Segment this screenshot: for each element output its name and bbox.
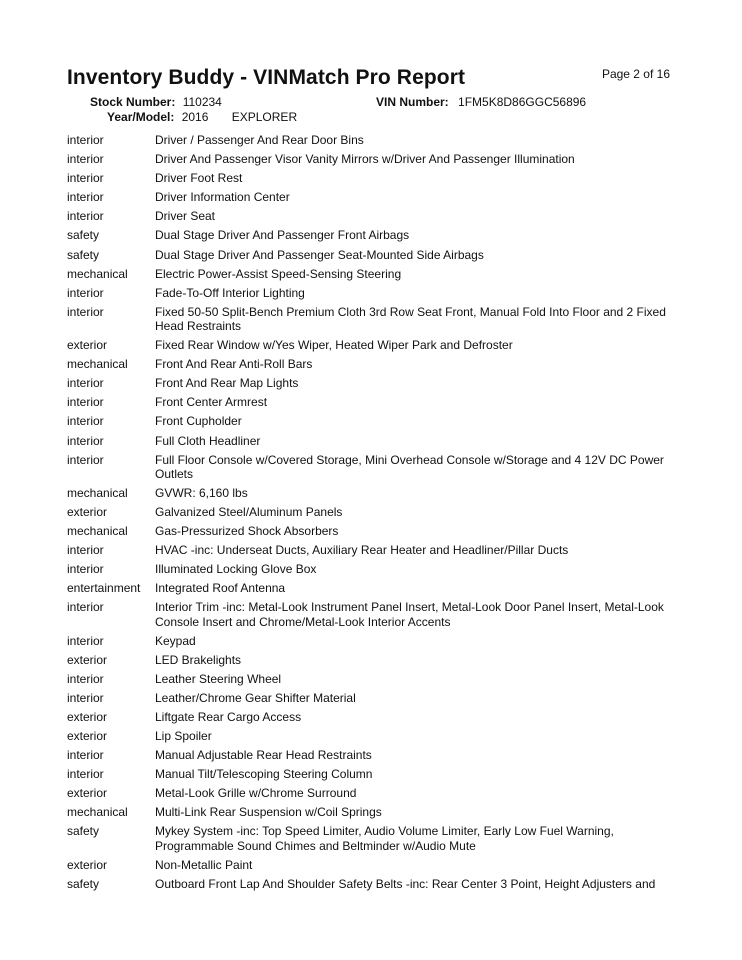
feature-category: safety [67,247,100,262]
list-item [67,395,677,414]
list-item [67,691,677,710]
list-item [67,305,677,338]
feature-description: Outboard Front Lap And Shoulder Safety Belts -inc: Rear Center 3 Point, Height Adjusters and [155,876,656,891]
feature-category: interior [67,395,104,410]
feature-category: interior [67,209,104,224]
feature-description: Driver Seat [155,209,216,224]
list-item [67,767,677,786]
feature-category: interior [67,433,104,448]
feature-description: Electric Power-Assist Speed-Sensing Steering [155,266,402,281]
feature-description: Fixed 50-50 Split-Bench Premium Cloth 3rd Row Seat Front, Manual Fold Into Floor and 2 Fixed Head Restraints [155,304,666,334]
feature-description: Non-Metallic Paint [155,857,253,872]
list-item [67,824,677,857]
feature-description: Illuminated Locking Glove Box [155,562,317,577]
feature-category: exterior [67,709,108,724]
feature-description: Leather Steering Wheel [155,671,282,686]
list-item [67,877,677,896]
list-item [67,672,677,691]
feature-category: interior [67,376,104,391]
list-item [67,524,677,543]
feature-category: exterior [67,786,108,801]
feature-category: interior [67,171,104,186]
feature-description: Front Cupholder [155,414,242,429]
feature-description: Driver / Passenger And Rear Door Bins [155,133,364,147]
feature-category: interior [67,152,104,167]
list-item [67,152,677,171]
vin-number-label: VIN Number: [376,95,449,109]
list-item [67,486,677,505]
feature-description: Mykey System -inc: Top Speed Limiter, Audio Volume Limiter, Early Low Fuel Warning, Programmable Sound Chimes and Beltminder w/Audio Mute [155,824,614,853]
feature-category: interior [67,452,104,467]
model-value: EXPLORER [231,110,298,124]
feature-description: Driver Information Center [155,190,290,205]
feature-description: LED Brakelights [155,652,242,667]
feature-category: mechanical [67,523,128,538]
list-item [67,286,677,305]
feature-category: exterior [67,338,108,353]
vin-number-value: 1FM5K8D86GGC56896 [458,95,587,109]
list-item [67,581,677,600]
list-item [67,600,677,633]
feature-description: Interior Trim -inc: Metal-Look Instrument Panel Insert, Metal-Look Door Panel Insert, Metal-Look Console Insert and Chrome/Metal-Look Interior Accents [155,600,664,629]
list-item [67,357,677,376]
feature-description: Manual Tilt/Telescoping Steering Column [155,767,373,782]
list-item [67,748,677,767]
list-item [67,338,677,357]
feature-category: exterior [67,504,108,519]
feature-description: Fixed Rear Window w/Yes Wiper, Heated Wiper Park and Defroster [155,338,513,353]
list-item [67,434,677,453]
feature-description: Galvanized Steel/Aluminum Panels [155,504,343,519]
year-value: 2016 [181,110,209,124]
feature-description: Front And Rear Map Lights [155,376,299,391]
stock-number-value: 110234 [182,95,222,109]
feature-category: mechanical [67,805,128,820]
feature-description: Integrated Roof Antenna [155,581,286,596]
feature-list [67,133,677,896]
feature-description: Dual Stage Driver And Passenger Seat-Mounted Side Airbags [155,247,484,262]
feature-description: HVAC -inc: Underseat Ducts, Auxiliary Rear Heater and Headliner/Pillar Ducts [155,543,569,558]
feature-category: interior [67,190,104,205]
list-item [67,710,677,729]
feature-description: Multi-Link Rear Suspension w/Coil Springs [155,805,382,820]
list-item [67,190,677,209]
list-item [67,562,677,581]
feature-description: Driver Foot Rest [155,171,243,186]
feature-category: mechanical [67,266,128,281]
list-item [67,805,677,824]
list-item [67,453,677,486]
feature-category: interior [67,304,104,319]
feature-description: Liftgate Rear Cargo Access [155,709,302,724]
report-title: Inventory Buddy - VINMatch Pro Report [67,66,466,89]
feature-description: Metal-Look Grille w/Chrome Surround [155,786,357,801]
feature-category: interior [67,414,104,429]
feature-category: interior [67,690,104,705]
feature-description: Dual Stage Driver And Passenger Front Airbags [155,228,410,243]
feature-category: interior [67,633,104,648]
list-item [67,414,677,433]
feature-category: interior [67,748,104,763]
feature-description: Front And Rear Anti-Roll Bars [155,357,313,372]
feature-category: interior [67,767,104,782]
feature-category: exterior [67,729,108,743]
list-item [67,786,677,805]
list-item [67,634,677,653]
feature-category: interior [67,562,104,577]
list-item [67,133,677,152]
list-item [67,729,677,748]
year-model-label: Year/Model: [107,110,175,124]
list-item [67,376,677,395]
feature-category: mechanical [67,485,128,500]
feature-category: interior [67,543,104,558]
list-item [67,543,677,562]
vin-number [376,95,586,109]
feature-description: GVWR: 6,160 lbs [155,485,248,500]
feature-category: entertainment [67,581,141,596]
feature-description: Leather/Chrome Gear Shifter Material [155,690,356,705]
stock-number-label: Stock Number: [90,95,176,109]
feature-description: Lip Spoiler [155,729,212,743]
feature-category: safety [67,824,100,839]
feature-description: Full Floor Console w/Covered Storage, Mini Overhead Console w/Storage and 4 12V DC Power Outlets [155,452,664,482]
feature-category: interior [67,600,104,615]
feature-category: exterior [67,652,108,667]
feature-description: Driver And Passenger Visor Vanity Mirrors w/Driver And Passenger Illumination [155,152,575,167]
feature-description: Keypad [155,633,196,648]
year-model [107,110,297,124]
feature-description: Front Center Armrest [155,395,268,410]
feature-category: safety [67,876,100,891]
list-item [67,267,677,286]
feature-category: interior [67,133,104,147]
list-item [67,228,677,247]
feature-category: safety [67,228,100,243]
feature-category: interior [67,285,104,300]
feature-description: Full Cloth Headliner [155,433,261,448]
stock-number [90,95,222,109]
list-item [67,171,677,190]
list-item [67,248,677,267]
feature-description: Gas-Pressurized Shock Absorbers [155,523,339,538]
feature-description: Fade-To-Off Interior Lighting [155,285,305,300]
list-item [67,209,677,228]
page-number: Page 2 of 16 [601,67,670,81]
list-item [67,653,677,672]
list-item [67,858,677,877]
feature-category: interior [67,671,104,686]
feature-category: mechanical [67,357,128,372]
feature-category: exterior [67,857,108,872]
list-item [67,505,677,524]
feature-description: Manual Adjustable Rear Head Restraints [155,748,372,763]
